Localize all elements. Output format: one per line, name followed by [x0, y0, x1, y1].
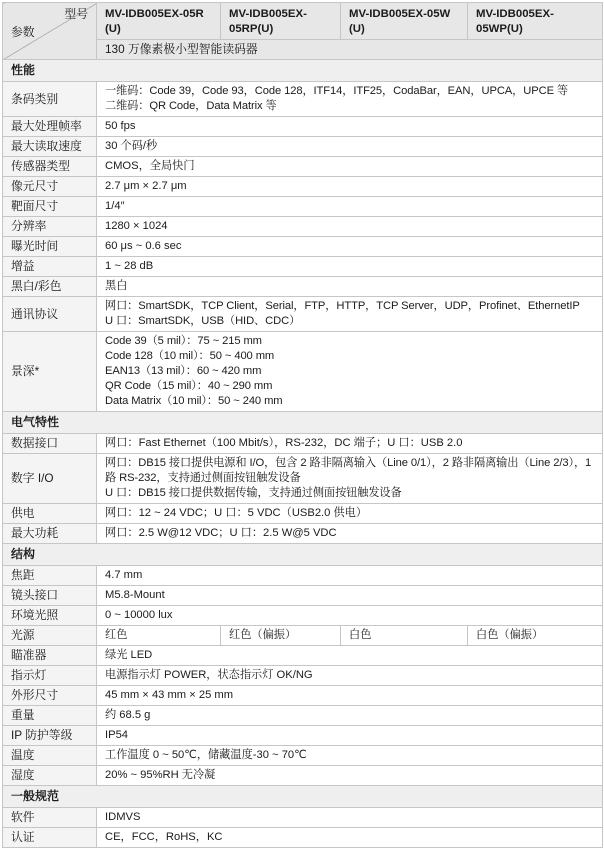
spec-row-focal-length	[3, 566, 603, 586]
spec-row-humidity	[3, 766, 603, 786]
value-line: EAN13（13 mil）：60 ~ 420 mm	[105, 365, 262, 377]
spec-row-digital-io	[3, 454, 603, 504]
section-title: 电气特性	[3, 412, 603, 434]
light-source-option-2: 红色（偏振）	[221, 626, 341, 646]
spec-row-sensor-format	[3, 197, 603, 217]
spec-row-dimensions	[3, 686, 603, 706]
section-title: 性能	[3, 60, 603, 82]
spec-row-light-source	[3, 626, 603, 646]
row-label: 曝光时间	[3, 237, 97, 257]
model-name-line: 05RP(U)	[229, 23, 274, 35]
model-name-2	[221, 3, 341, 40]
value-line: U 口：SmartSDK，USB（HID、CDC）	[105, 315, 301, 327]
section-title: 结构	[3, 544, 603, 566]
spec-row-mono-color	[3, 277, 603, 297]
model-name-line: MV-IDB005EX-	[476, 8, 554, 20]
corner-param-label: 参数	[11, 25, 35, 39]
row-value: 45 mm × 43 mm × 25 mm	[97, 686, 603, 706]
spec-row-certification	[3, 828, 603, 848]
section-title: 一般规范	[3, 786, 603, 808]
light-source-option-4: 白色（偏振）	[468, 626, 603, 646]
row-value: 30 个码/秒	[97, 137, 603, 157]
spec-row-protocols	[3, 297, 603, 332]
row-label: 像元尺寸	[3, 177, 97, 197]
row-value: M5.8-Mount	[97, 586, 603, 606]
row-label: 最大处理帧率	[3, 117, 97, 137]
corner-cell	[3, 3, 97, 60]
row-value: 1 ~ 28 dB	[97, 257, 603, 277]
model-name-line: 05WP(U)	[476, 23, 523, 35]
row-label: 数据接口	[3, 434, 97, 454]
row-label: 温度	[3, 746, 97, 766]
row-label: 黑白/彩色	[3, 277, 97, 297]
value-line: Code 39（5 mil）：75 ~ 215 mm	[105, 335, 262, 347]
row-label: 最大功耗	[3, 524, 97, 544]
spec-row-exposure-time	[3, 237, 603, 257]
row-value: 网口：2.5 W@12 VDC；U 口：2.5 W@5 VDC	[97, 524, 603, 544]
row-value: 60 μs ~ 0.6 sec	[97, 237, 603, 257]
spec-row-sensor-type	[3, 157, 603, 177]
row-value: IP54	[97, 726, 603, 746]
row-label: 瞄准器	[3, 646, 97, 666]
value-line: 一维码：Code 39，Code 93，Code 128，ITF14，ITF25，CodaBar，EAN，UPCA，UPCE 等	[105, 85, 569, 97]
row-label: IP 防护等级	[3, 726, 97, 746]
model-name-1	[97, 3, 221, 40]
row-value: 工作温度 0 ~ 50℃，储藏温度-30 ~ 70℃	[97, 746, 603, 766]
model-name-line: MV-IDB005EX-05W	[349, 8, 451, 20]
value-line: 网口：DB15 接口提供电源和 I/O，包含 2 路非隔离输入（Line 0/1），2 路非隔离输出（Line 2/3），1 路 RS-232，支持通过侧面按钮触发设备	[105, 457, 592, 484]
row-value	[97, 332, 603, 412]
product-subtitle: 130 万像素极小型智能读码器	[97, 40, 603, 60]
row-label: 数字 I/O	[3, 454, 97, 504]
model-name-line: (U)	[349, 23, 365, 35]
row-value	[97, 82, 603, 117]
value-line: QR Code（15 mil）：40 ~ 290 mm	[105, 380, 273, 392]
spec-row-indicator	[3, 666, 603, 686]
spec-row-ip-rating	[3, 726, 603, 746]
light-source-option-1: 红色	[97, 626, 221, 646]
row-label: 传感器类型	[3, 157, 97, 177]
row-value: 4.7 mm	[97, 566, 603, 586]
spec-row-max-read-speed	[3, 137, 603, 157]
row-value: 电源指示灯 POWER，状态指示灯 OK/NG	[97, 666, 603, 686]
row-label: 通讯协议	[3, 297, 97, 332]
row-label: 湿度	[3, 766, 97, 786]
row-label: 认证	[3, 828, 97, 848]
row-label: 外形尺寸	[3, 686, 97, 706]
row-value: 2.7 μm × 2.7 μm	[97, 177, 603, 197]
spec-row-data-interface	[3, 434, 603, 454]
row-label: 条码类别	[3, 82, 97, 117]
row-label: 最大读取速度	[3, 137, 97, 157]
spec-row-weight	[3, 706, 603, 726]
row-value: 1280 × 1024	[97, 217, 603, 237]
row-label: 景深*	[3, 332, 97, 412]
spec-row-power-supply	[3, 504, 603, 524]
row-label: 分辨率	[3, 217, 97, 237]
row-value	[97, 297, 603, 332]
row-label: 增益	[3, 257, 97, 277]
row-label: 指示灯	[3, 666, 97, 686]
model-header-row	[3, 3, 603, 40]
model-name-line: MV-IDB005EX-	[229, 8, 307, 20]
row-value: 20% ~ 95%RH 无冷凝	[97, 766, 603, 786]
spec-row-pixel-size	[3, 177, 603, 197]
row-label: 软件	[3, 808, 97, 828]
row-value: CMOS，全局快门	[97, 157, 603, 177]
model-name-3	[341, 3, 468, 40]
corner-model-label: 型号	[64, 7, 88, 21]
spec-row-gain	[3, 257, 603, 277]
spec-row-barcode-types	[3, 82, 603, 117]
row-value: 网口：Fast Ethernet（100 Mbit/s），RS-232，DC 端子；U 口：USB 2.0	[97, 434, 603, 454]
model-name-4	[468, 3, 603, 40]
spec-row-depth-of-field	[3, 332, 603, 412]
value-line: Data Matrix（10 mil）：50 ~ 240 mm	[105, 395, 283, 407]
spec-row-ambient-light	[3, 606, 603, 626]
row-label: 焦距	[3, 566, 97, 586]
row-value: 网口：12 ~ 24 VDC；U 口：5 VDC（USB2.0 供电）	[97, 504, 603, 524]
row-label: 环境光照	[3, 606, 97, 626]
row-value: 0 ~ 10000 lux	[97, 606, 603, 626]
spec-table	[2, 2, 603, 848]
row-value: 50 fps	[97, 117, 603, 137]
light-source-option-3: 白色	[341, 626, 468, 646]
spec-row-resolution	[3, 217, 603, 237]
spec-row-max-power	[3, 524, 603, 544]
value-line: Code 128（10 mil）：50 ~ 400 mm	[105, 350, 275, 362]
row-label: 供电	[3, 504, 97, 524]
value-line: 二维码：QR Code，Data Matrix 等	[105, 100, 277, 112]
section-header-performance	[3, 60, 603, 82]
value-line: U 口：DB15 接口提供数据传输，支持通过侧面按钮触发设备	[105, 487, 402, 499]
section-header-structure	[3, 544, 603, 566]
spec-row-software	[3, 808, 603, 828]
spec-row-lens-mount	[3, 586, 603, 606]
row-label: 靶面尺寸	[3, 197, 97, 217]
row-value: 黑白	[97, 277, 603, 297]
row-value: 约 68.5 g	[97, 706, 603, 726]
row-value: 绿光 LED	[97, 646, 603, 666]
row-label: 镜头接口	[3, 586, 97, 606]
row-label: 光源	[3, 626, 97, 646]
value-line: 网口：SmartSDK，TCP Client，Serial，FTP，HTTP，TCP Server，UDP，Profinet、EthernetIP	[105, 300, 580, 312]
spec-row-max-frame-rate	[3, 117, 603, 137]
row-label: 重量	[3, 706, 97, 726]
row-value	[97, 454, 603, 504]
section-header-general	[3, 786, 603, 808]
spec-row-temperature	[3, 746, 603, 766]
model-name-line: (U)	[105, 23, 121, 35]
spec-row-aimer	[3, 646, 603, 666]
model-name-line: MV-IDB005EX-05R	[105, 8, 204, 20]
row-value: 1/4″	[97, 197, 603, 217]
section-header-electrical	[3, 412, 603, 434]
row-value: IDMVS	[97, 808, 603, 828]
row-value: CE，FCC，RoHS，KC	[97, 828, 603, 848]
